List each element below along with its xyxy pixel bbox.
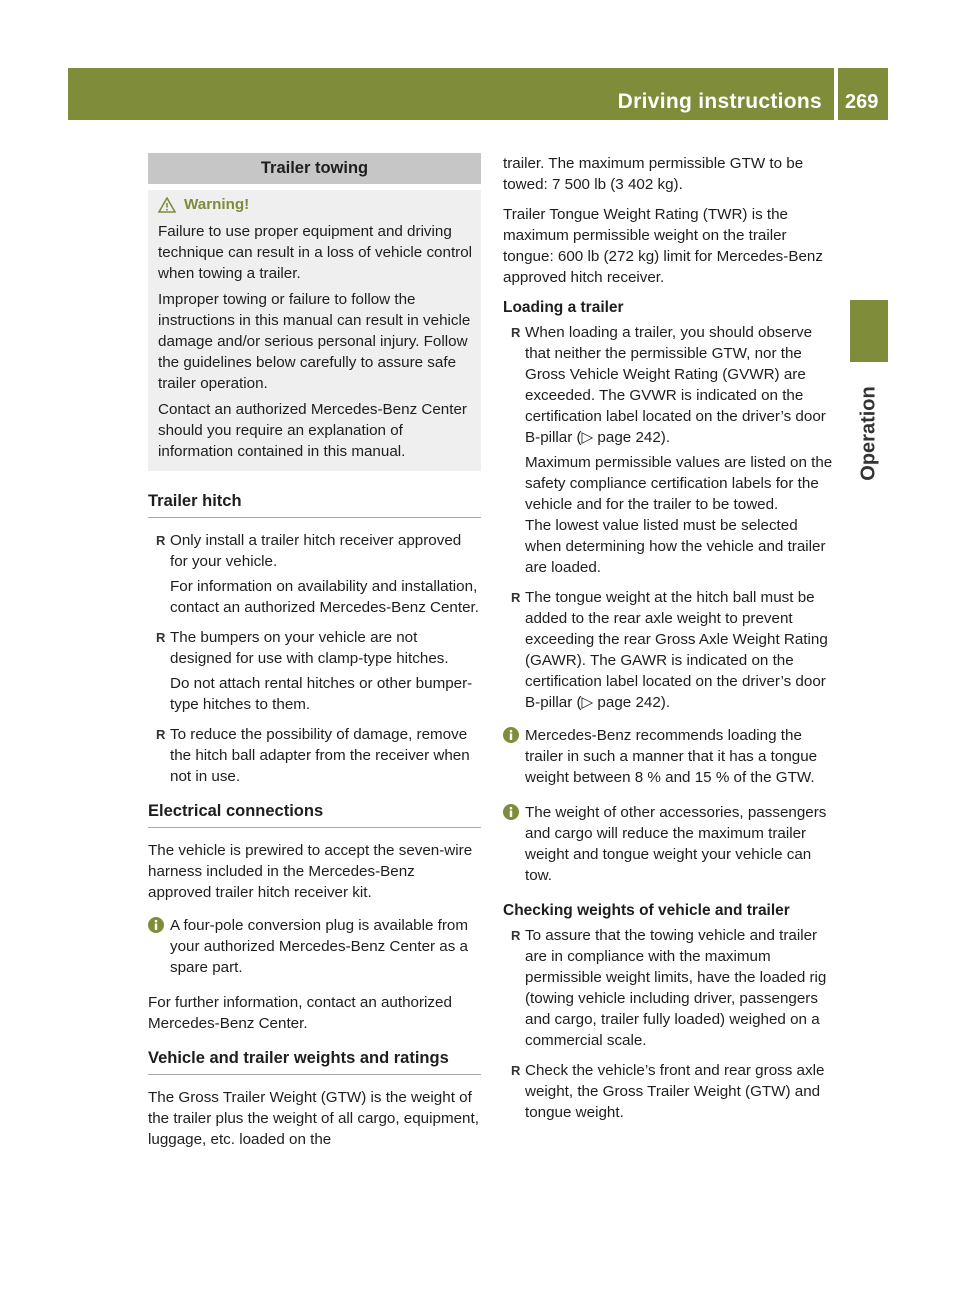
- paragraph: For further information, contact an authorized Mercedes-Benz Center.: [148, 994, 452, 1032]
- heading-loading-a-trailer: Loading a trailer: [503, 299, 624, 316]
- list-item: [148, 724, 481, 787]
- list-item: [148, 627, 481, 715]
- paragraph: Trailer Tongue Weight Rating (TWR) is the maximum permissible weight on the trailer tongue: 600 lb (272 kg) limit for Mercedes-Benz approved hitch receiver.: [503, 206, 823, 286]
- side-label-text: Operation: [857, 385, 880, 481]
- bullet-marker: R: [156, 630, 166, 645]
- list-item: [503, 1060, 836, 1123]
- section-title-trailer-towing: Trailer towing: [148, 153, 481, 184]
- info-note-text: The weight of other accessories, passengers and cargo will reduce the maximum trailer weight and tongue weight your vehicle can tow.: [525, 804, 827, 884]
- list-item-text: When loading a trailer, you should observe that neither the permissible GTW, nor the Gross Vehicle Weight Rating (GVWR) are exceeded. The GVWR is indicated on the certification label located on the driver’s door B-pillar (▷ page 242).: [525, 324, 826, 446]
- list-item-text: The tongue weight at the hitch ball must be added to the rear axle weight to prevent exceeding the rear Gross Axle Weight Rating (GAWR). The GAWR is indicated on the certification label located on the driver’s door B-pillar (▷ page 242).: [525, 589, 828, 711]
- info-note-text: Mercedes-Benz recommends loading the trailer in such a manner that it has a tongue weight between 8 % and 15 % of the GTW.: [525, 727, 818, 786]
- list-item: [503, 925, 836, 1051]
- side-tab: [850, 300, 888, 362]
- chapter-title: Driving instructions: [617, 90, 822, 113]
- info-icon: [503, 804, 519, 820]
- bullet-marker: R: [511, 325, 521, 340]
- list-item-text: Check the vehicle’s front and rear gross axle weight, the Gross Trailer Weight (GTW) and tongue weight.: [525, 1062, 825, 1121]
- warning-paragraph: Contact an authorized Mercedes-Benz Center should you require an explanation of information contained in this manual.: [158, 401, 467, 460]
- info-icon: [148, 917, 164, 933]
- warning-header: [158, 194, 475, 215]
- list-item-text: To reduce the possibility of damage, remove the hitch ball adapter from the receiver when not in use.: [170, 726, 470, 785]
- warning-paragraph: Improper towing or failure to follow the instructions in this manual can result in vehicle damage and/or serious personal injury. Follow the guidelines below carefully to assure safe trailer operation.: [158, 291, 471, 392]
- list-item-subtext: For information on availability and installation, contact an authorized Mercedes-Benz Center.: [170, 578, 479, 616]
- list-item: [503, 587, 836, 713]
- paragraph: The Gross Trailer Weight (GTW) is the weight of the trailer plus the weight of all cargo, equipment, luggage, etc. loaded on the: [148, 1089, 479, 1148]
- heading-electrical-connections: Electrical connections: [148, 801, 481, 828]
- list-item-subtext: The lowest value listed must be selected when determining how the vehicle and trailer are loaded.: [525, 517, 826, 576]
- info-note: [503, 802, 836, 886]
- warning-paragraph: Failure to use proper equipment and driving technique can result in a loss of vehicle control when towing a trailer.: [158, 223, 473, 282]
- list-item-text: To assure that the towing vehicle and trailer are in compliance with the maximum permissible weight limits, have the loaded rig (towing vehicle including driver, passengers and cargo, trailer fully loaded) weighed on a commercial scale.: [525, 927, 827, 1049]
- list-item: [148, 530, 481, 618]
- info-note-text: A four-pole conversion plug is available from your authorized Mercedes-Benz Center as a spare part.: [170, 917, 469, 976]
- bullet-marker: R: [156, 727, 166, 742]
- paragraph: trailer. The maximum permissible GTW to be towed: 7 500 lb (3 402 kg).: [503, 155, 804, 193]
- warning-box: [148, 190, 481, 471]
- bullet-marker: R: [511, 590, 521, 605]
- side-label: [847, 378, 891, 488]
- info-note: [503, 725, 836, 788]
- heading-weights-and-ratings: Vehicle and trailer weights and ratings: [148, 1048, 481, 1075]
- list-item-text: The bumpers on your vehicle are not designed for use with clamp-type hitches.: [170, 629, 449, 667]
- info-icon: [503, 727, 519, 743]
- info-note: [148, 915, 481, 978]
- heading-trailer-hitch: Trailer hitch: [148, 491, 481, 518]
- page-number: 269: [838, 68, 888, 120]
- left-column: [148, 153, 481, 1159]
- header-bar: [68, 68, 834, 120]
- bullet-marker: R: [156, 533, 166, 548]
- list-item-text: Only install a trailer hitch receiver approved for your vehicle.: [170, 532, 462, 570]
- bullet-marker: R: [511, 1063, 521, 1078]
- bullet-marker: R: [511, 928, 521, 943]
- warning-label: Warning!: [184, 196, 250, 213]
- paragraph: The vehicle is prewired to accept the seven-wire harness included in the Mercedes-Benz approved trailer hitch receiver kit.: [148, 842, 473, 901]
- warning-triangle-icon: [158, 197, 176, 213]
- list-item-subtext: Maximum permissible values are listed on the safety compliance certification labels for the vehicle and for the trailer to be towed.: [525, 454, 833, 513]
- right-column: [503, 153, 836, 1132]
- heading-checking-weights: Checking weights of vehicle and trailer: [503, 902, 790, 919]
- list-item-subtext: Do not attach rental hitches or other bumper-type hitches to them.: [170, 675, 473, 713]
- list-item: [503, 322, 836, 578]
